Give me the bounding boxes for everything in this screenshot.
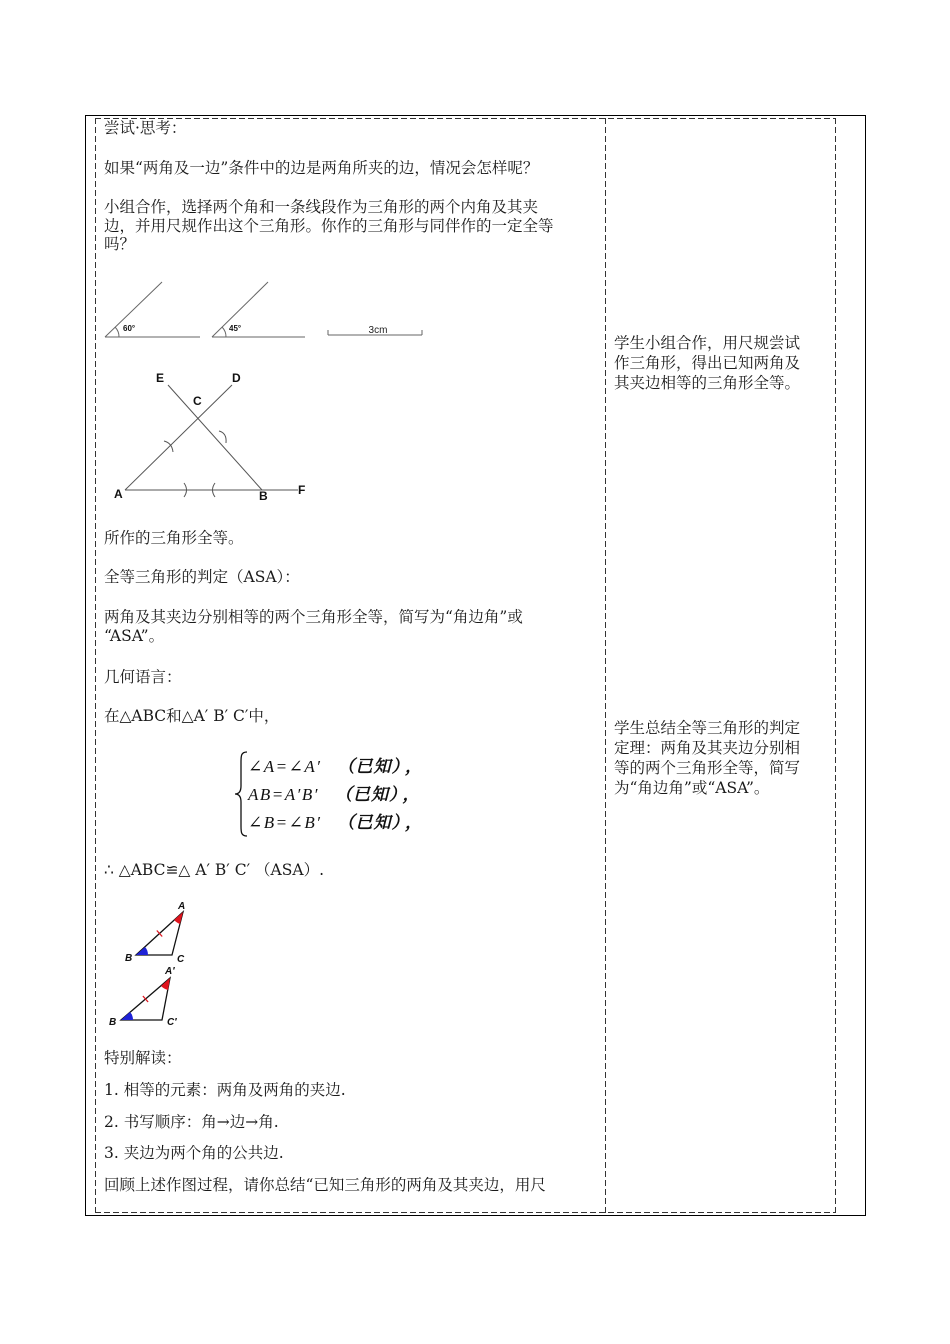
system-expr: AB=A′B′ (248, 785, 319, 804)
activity-line: 为“角边角”或“ASA”。 (614, 779, 770, 797)
theorem-title: 全等三角形的判定（ASA）： (104, 568, 300, 586)
angle-60-label: 60° (123, 324, 136, 333)
table-borders (86, 116, 866, 1216)
activity-line: 其夹边相等的三角形全等。 (614, 374, 801, 392)
system-line (248, 757, 422, 777)
triangle-1-vertex-c: C (177, 954, 185, 965)
system-brace (235, 752, 247, 836)
ray-be (168, 385, 262, 490)
point-a-label: A (114, 487, 123, 501)
activity-line: 等的两个三角形全等，简写 (614, 759, 801, 777)
triangle-2-vertex-c-prime: C′ (167, 1017, 177, 1028)
system-reason: （已知） (334, 785, 399, 804)
system-line (248, 785, 419, 805)
figure-construction (125, 385, 298, 497)
table-outer-border (86, 116, 866, 1216)
group-task-line: 边，并用尺规作出这个三角形。你作的三角形与同伴作的一定全等 (104, 217, 554, 235)
angle-60 (105, 282, 200, 337)
geometry-language-title: 几何语言： (104, 668, 182, 686)
system-reason: （已知） (337, 757, 401, 776)
system-punct: ， (402, 785, 420, 804)
system-expr: ∠A=∠A′ (248, 757, 322, 776)
system-line (248, 813, 422, 833)
theorem-line: 两角及其夹边分别相等的两个三角形全等，简写为“角边角”或 (104, 608, 523, 626)
ray-ad (125, 385, 232, 490)
triangle-1-vertex-b: B (125, 953, 133, 964)
point-f-label: F (298, 483, 306, 497)
note-item: 1. 相等的元素：两角及两角的夹边. (104, 1081, 346, 1099)
figure-triangle-1 (136, 912, 183, 955)
system-reason: （已知） (337, 813, 401, 832)
construction-arc-be (219, 431, 226, 443)
angle-60-arc (115, 327, 119, 337)
system-punct: ， (404, 813, 422, 832)
figure-triangle-2 (121, 978, 170, 1020)
triangle-2-vertex-b: B (109, 1017, 117, 1028)
system-expr: ∠B=∠B′ (248, 813, 322, 832)
point-b-label: B (259, 489, 268, 503)
note-item: 2. 书写顺序：角→边→角. (104, 1113, 279, 1131)
angle-45 (212, 282, 305, 337)
segment-label: 3cm (368, 325, 388, 336)
activity-line: 作三角形，得出已知两角及 (614, 354, 801, 372)
triangle-1-vertex-a: A (178, 901, 186, 912)
point-d-label: D (232, 371, 241, 385)
therefore-statement: ∴ △ABC≌△ A′ B′ C′ （ASA）. (104, 861, 324, 879)
activity-line: 定理：两角及其夹边分别相 (614, 739, 801, 757)
given-intro: 在△ABC和△A′ B′ C′中， (104, 707, 280, 725)
section-heading: 尝试·思考： (104, 119, 187, 137)
activity-line: 学生总结全等三角形的判定 (614, 719, 801, 737)
point-c-label: C (193, 394, 202, 408)
notes-title: 特别解读： (104, 1049, 182, 1067)
note-item: 3. 夹边为两个角的公共边. (104, 1144, 284, 1162)
activity-line: 学生小组合作，用尺规尝试 (614, 334, 801, 352)
theorem-line: “ASA”。 (104, 627, 165, 645)
construction-result: 所作的三角形全等。 (104, 529, 244, 547)
group-task-line: 小组合作，选择两个角和一条线段作为三角形的两个内角及其夹 (104, 198, 539, 216)
point-e-label: E (156, 371, 165, 385)
review-prompt: 回顾上述作图过程，请你总结“已知三角形的两角及其夹边，用尺 (104, 1176, 546, 1194)
angle-mark-b (136, 947, 148, 955)
angle-mark-b-second (121, 1012, 133, 1020)
guiding-question: 如果“两角及一边”条件中的边是两角所夹的边，情况会怎样呢？ (104, 159, 539, 177)
triangle-2-vertex-a-prime: A′ (165, 966, 175, 977)
system-punct: ， (404, 757, 422, 776)
angle-45-arc (222, 327, 226, 337)
angle-45-label: 45° (229, 324, 242, 333)
group-task-line: 吗？ (104, 235, 136, 253)
